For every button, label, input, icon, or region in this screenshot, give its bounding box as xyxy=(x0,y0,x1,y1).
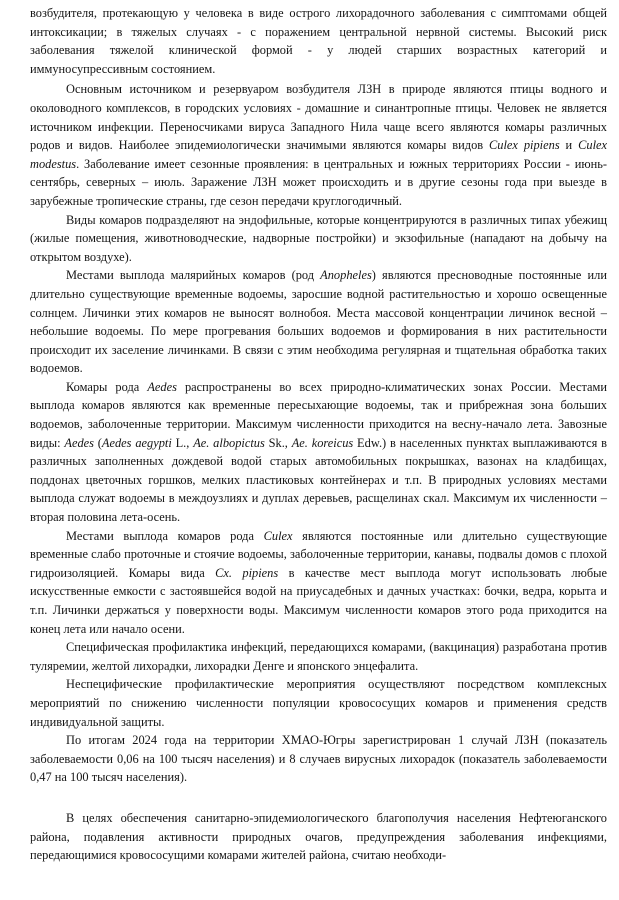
paragraph-3: Виды комаров подразделяют на эндофильные, которые концентрируются в различных типах убежищ (жилые помещения, животноводческие, надворные постройки) и экзофильные (нападают на добычу на открытом воздухе). xyxy=(30,212,607,264)
paragraph-10: В целях обеспечения санитарно-эпидемиологического благополучия населения Нефтеюганского района, подавления активности природных очагов, предупреждения заболевания инфекциями, передающимися кровососущими комарами жителей района, считаю необходи- xyxy=(30,810,607,863)
paragraph-7: Специфическая профилактика инфекций, передающихся комарами, (вакцинация) разработана против туляремии, желтой лихорадки, лихорадки Денге и японского энцефалита. xyxy=(30,640,607,673)
paragraph-9: По итогам 2024 года на территории ХМАО-Югры зарегистрирован 1 случай ЛЗН (показатель заболеваемости 0,06 на 100 тысяч населения) и 8 случаев вирусных лихорадок (показатель заболеваемости 0,47 на 100 тысяч населения). xyxy=(30,733,607,785)
paragraph-4: Местами выплода малярийных комаров (род Anopheles) являются пресноводные постоянные или длительно существующие временные водоемы, заросшие водной растительностью и хорошо освещенные солнцем. Личинки этих комаров не выносят волнобоя. Места массовой концентрации личинок весной – небольшие водоемы. По мере прогревания больших водоемов и формирования в них растительности происходит их заселение личинками. В связи с этим необходима регулярная и тщательная обработка таких водоемов. xyxy=(30,268,607,376)
paragraph-8: Неспецифические профилактические мероприятия осуществляют посредством комплексных мероприятий по снижению численности популяции кровососущих комаров и применения средств индивидуальной защиты. xyxy=(30,677,607,729)
paragraph-5: Комары рода Aedes распространены во всех природно-климатических зонах России. Местами выплода комаров являются как временные пересыхающие водоемы, так и прибрежная зона больших водоемов, заболоченные территории. Максимум численности приходится на весну-начало лета. Завозные виды: Aedes (Aedes aegypti L., Ae. albopictus Sk., Ae. koreicus Edw.) в населенных пунктах выплаживаются в различных заполненных дождевой водой старых автомобильных покрышках, вазонах на кладбищах, поддонах цветочных горшков, мелких пластиковых контейнерах и т.п. В природных условиях местами выплода служат водоемы в междоузлиях и дуплах деревьев, расщелинах скал. Максимум их численности – вторая половина лета-осень. xyxy=(30,379,608,525)
paragraph-2: Основным источником и резервуаром возбудителя ЛЗН в природе являются птицы водного и околоводного комплексов, в городских условиях - домашние и синантропные птицы. Человек не является источником инфекции. Переносчиками вируса Западного Нила чаще всего являются комары различных родов и видов. Наиболее эпидемиологически значимыми являются комары видов Culex pipiens и Culex modestus. Заболевание имеет сезонные проявления: в центральных и южных территориях России - июнь- сентябрь, северных – июль. Заражение ЛЗН может происходить и в другие сезоны года при выезде в зарубежные тропические страны, где сезон передачи круглогодичный. xyxy=(30,82,608,208)
paragraph-1: возбудителя, протекающую у человека в виде острого лихорадочного заболевания с симптомами общей интоксикации; в тяжелых случаях - с поражением центральной нервной системы. Высокий риск заболевания тяжелой клинической формой - у людей старших возрастных категорий и иммуносупрессивным состоянием. xyxy=(30,6,607,76)
paragraph-6: Местами выплода комаров рода Culex являются постоянные или длительно существующие временные слабо проточные и стоячие водоемы, заболоченные территории, канавы, подвалы домов с плохой гидроизоляцией. Комары вида Cx. pipiens в качестве мест выплода могут использовать любые искусственные емкости с застоявшейся водой на приусадебных и дачных участках: бочки, ведра, корыта и т.п. Личинки держаться у поверхности воды. Максимум численности комаров этого рода приходится на конец лета или начало осени. xyxy=(30,528,607,636)
